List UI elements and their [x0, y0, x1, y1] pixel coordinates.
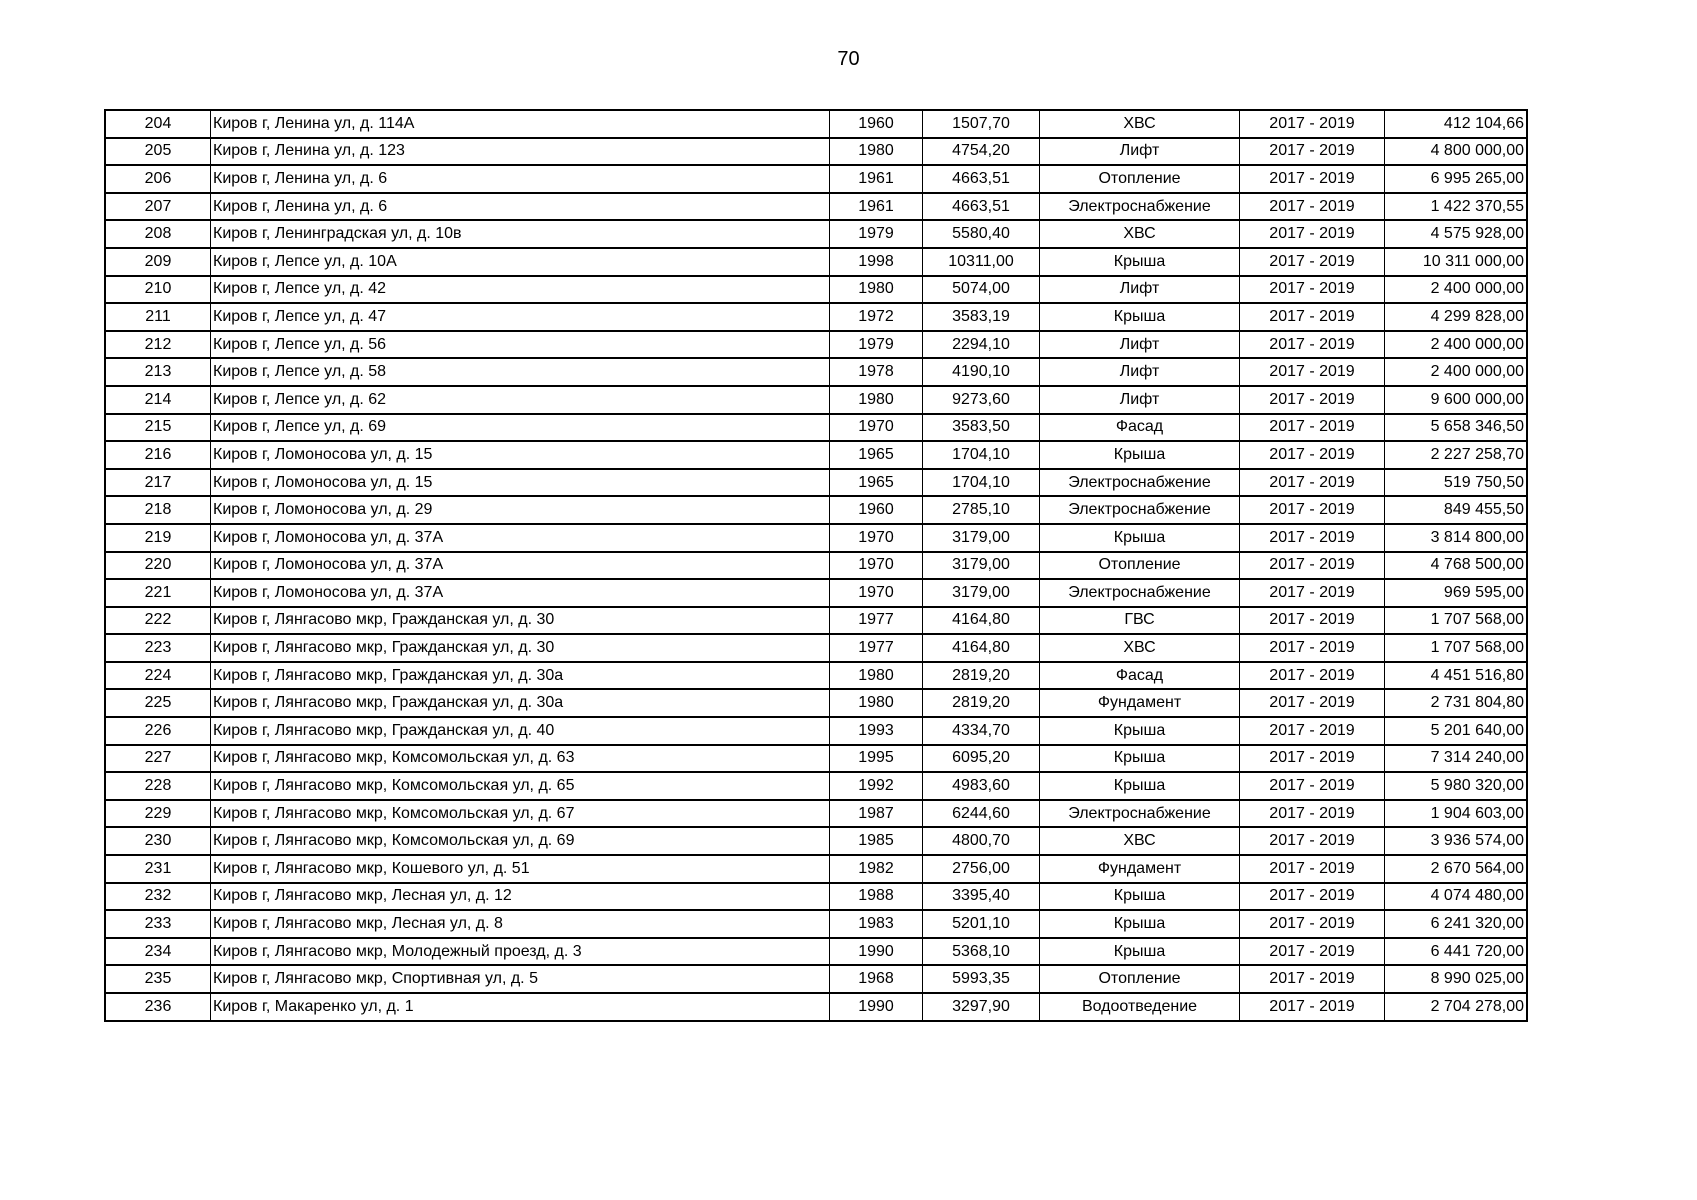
table-row	[105, 855, 1527, 883]
row-number-cell: 217	[105, 469, 211, 497]
period-cell: 2017 - 2019	[1240, 276, 1385, 304]
address-cell: Киров г, Ломоносова ул, д. 15	[211, 469, 830, 497]
address-cell: Киров г, Лянгасово мкр, Гражданская ул, д. 30а	[211, 662, 830, 690]
address-cell: Киров г, Лянгасово мкр, Комсомольская ул, д. 67	[211, 800, 830, 828]
period-cell: 2017 - 2019	[1240, 800, 1385, 828]
table-row	[105, 910, 1527, 938]
year-built-cell: 1970	[830, 414, 923, 442]
year-built-cell: 1980	[830, 689, 923, 717]
work-type-cell: Крыша	[1040, 910, 1240, 938]
work-type-cell: Крыша	[1040, 745, 1240, 773]
address-cell: Киров г, Лепсе ул, д. 58	[211, 358, 830, 386]
period-cell: 2017 - 2019	[1240, 193, 1385, 221]
table-row	[105, 965, 1527, 993]
row-number-cell: 210	[105, 276, 211, 304]
period-cell: 2017 - 2019	[1240, 441, 1385, 469]
work-type-cell: Крыша	[1040, 248, 1240, 276]
row-number-cell: 220	[105, 552, 211, 580]
work-type-cell: Крыша	[1040, 772, 1240, 800]
row-number-cell: 232	[105, 883, 211, 911]
work-type-cell: Отопление	[1040, 965, 1240, 993]
row-number-cell: 229	[105, 800, 211, 828]
row-number-cell: 227	[105, 745, 211, 773]
year-built-cell: 1979	[830, 220, 923, 248]
area-cell: 6244,60	[923, 800, 1040, 828]
address-cell: Киров г, Лянгасово мкр, Кошевого ул, д. 51	[211, 855, 830, 883]
area-cell: 6095,20	[923, 745, 1040, 773]
table-row	[105, 634, 1527, 662]
table-row	[105, 552, 1527, 580]
area-cell: 4164,80	[923, 634, 1040, 662]
work-type-cell: Фасад	[1040, 414, 1240, 442]
work-type-cell: Лифт	[1040, 386, 1240, 414]
row-number-cell: 228	[105, 772, 211, 800]
cost-cell: 412 104,66	[1385, 110, 1528, 138]
row-number-cell: 235	[105, 965, 211, 993]
table-row	[105, 358, 1527, 386]
table-row	[105, 110, 1527, 138]
row-number-cell: 225	[105, 689, 211, 717]
address-cell: Киров г, Ломоносова ул, д. 37А	[211, 552, 830, 580]
cost-cell: 2 670 564,00	[1385, 855, 1528, 883]
area-cell: 5074,00	[923, 276, 1040, 304]
year-built-cell: 1980	[830, 662, 923, 690]
page-number: 70	[837, 48, 860, 70]
row-number-cell: 236	[105, 993, 211, 1021]
period-cell: 2017 - 2019	[1240, 855, 1385, 883]
address-cell: Киров г, Ломоносова ул, д. 37А	[211, 524, 830, 552]
year-built-cell: 1980	[830, 138, 923, 166]
area-cell: 4800,70	[923, 827, 1040, 855]
work-type-cell: Фасад	[1040, 662, 1240, 690]
work-type-cell: Отопление	[1040, 165, 1240, 193]
period-cell: 2017 - 2019	[1240, 745, 1385, 773]
cost-cell: 5 980 320,00	[1385, 772, 1528, 800]
row-number-cell: 223	[105, 634, 211, 662]
cost-cell: 3 814 800,00	[1385, 524, 1528, 552]
address-cell: Киров г, Лепсе ул, д. 42	[211, 276, 830, 304]
table-row	[105, 220, 1527, 248]
table-row	[105, 745, 1527, 773]
table-row	[105, 800, 1527, 828]
area-cell: 5368,10	[923, 938, 1040, 966]
year-built-cell: 1965	[830, 441, 923, 469]
address-cell: Киров г, Ленина ул, д. 6	[211, 165, 830, 193]
row-number-cell: 214	[105, 386, 211, 414]
work-type-cell: ХВС	[1040, 827, 1240, 855]
work-type-cell: Электроснабжение	[1040, 496, 1240, 524]
period-cell: 2017 - 2019	[1240, 662, 1385, 690]
area-cell: 3395,40	[923, 883, 1040, 911]
address-cell: Киров г, Ленина ул, д. 114А	[211, 110, 830, 138]
address-cell: Киров г, Лянгасово мкр, Лесная ул, д. 8	[211, 910, 830, 938]
year-built-cell: 1988	[830, 883, 923, 911]
period-cell: 2017 - 2019	[1240, 303, 1385, 331]
row-number-cell: 224	[105, 662, 211, 690]
row-number-cell: 230	[105, 827, 211, 855]
table-row	[105, 248, 1527, 276]
cost-cell: 1 904 603,00	[1385, 800, 1528, 828]
row-number-cell: 218	[105, 496, 211, 524]
cost-cell: 10 311 000,00	[1385, 248, 1528, 276]
table-row	[105, 662, 1527, 690]
year-built-cell: 1998	[830, 248, 923, 276]
address-cell: Киров г, Лянгасово мкр, Гражданская ул, д. 30	[211, 634, 830, 662]
area-cell: 4754,20	[923, 138, 1040, 166]
cost-cell: 2 731 804,80	[1385, 689, 1528, 717]
row-number-cell: 209	[105, 248, 211, 276]
row-number-cell: 216	[105, 441, 211, 469]
period-cell: 2017 - 2019	[1240, 165, 1385, 193]
table-row	[105, 138, 1527, 166]
address-cell: Киров г, Лянгасово мкр, Комсомольская ул, д. 69	[211, 827, 830, 855]
row-number-cell: 204	[105, 110, 211, 138]
year-built-cell: 1970	[830, 524, 923, 552]
address-cell: Киров г, Ленина ул, д. 6	[211, 193, 830, 221]
row-number-cell: 233	[105, 910, 211, 938]
cost-cell: 4 768 500,00	[1385, 552, 1528, 580]
area-cell: 1704,10	[923, 469, 1040, 497]
row-number-cell: 212	[105, 331, 211, 359]
work-type-cell: ХВС	[1040, 110, 1240, 138]
table-row	[105, 689, 1527, 717]
area-cell: 3297,90	[923, 993, 1040, 1021]
area-cell: 4164,80	[923, 607, 1040, 635]
year-built-cell: 1979	[830, 331, 923, 359]
period-cell: 2017 - 2019	[1240, 138, 1385, 166]
cost-cell: 7 314 240,00	[1385, 745, 1528, 773]
year-built-cell: 1968	[830, 965, 923, 993]
year-built-cell: 1961	[830, 165, 923, 193]
work-type-cell: Лифт	[1040, 358, 1240, 386]
area-cell: 1507,70	[923, 110, 1040, 138]
row-number-cell: 205	[105, 138, 211, 166]
period-cell: 2017 - 2019	[1240, 331, 1385, 359]
period-cell: 2017 - 2019	[1240, 524, 1385, 552]
table-row	[105, 717, 1527, 745]
address-cell: Киров г, Лянгасово мкр, Комсомольская ул, д. 63	[211, 745, 830, 773]
row-number-cell: 208	[105, 220, 211, 248]
work-type-cell: Крыша	[1040, 441, 1240, 469]
work-type-cell: Крыша	[1040, 303, 1240, 331]
address-cell: Киров г, Лянгасово мкр, Молодежный проезд, д. 3	[211, 938, 830, 966]
table-row	[105, 579, 1527, 607]
year-built-cell: 1980	[830, 276, 923, 304]
work-type-cell: Лифт	[1040, 138, 1240, 166]
cost-cell: 849 455,50	[1385, 496, 1528, 524]
row-number-cell: 221	[105, 579, 211, 607]
year-built-cell: 1961	[830, 193, 923, 221]
table-row	[105, 441, 1527, 469]
area-cell: 5580,40	[923, 220, 1040, 248]
cost-cell: 3 936 574,00	[1385, 827, 1528, 855]
period-cell: 2017 - 2019	[1240, 938, 1385, 966]
address-cell: Киров г, Ленинградская ул, д. 10в	[211, 220, 830, 248]
address-cell: Киров г, Ломоносова ул, д. 29	[211, 496, 830, 524]
area-cell: 1704,10	[923, 441, 1040, 469]
period-cell: 2017 - 2019	[1240, 496, 1385, 524]
work-type-cell: Крыша	[1040, 717, 1240, 745]
cost-cell: 1 707 568,00	[1385, 607, 1528, 635]
cost-cell: 6 995 265,00	[1385, 165, 1528, 193]
year-built-cell: 1992	[830, 772, 923, 800]
period-cell: 2017 - 2019	[1240, 552, 1385, 580]
period-cell: 2017 - 2019	[1240, 634, 1385, 662]
area-cell: 3179,00	[923, 552, 1040, 580]
area-cell: 2294,10	[923, 331, 1040, 359]
cost-cell: 9 600 000,00	[1385, 386, 1528, 414]
address-cell: Киров г, Лянгасово мкр, Лесная ул, д. 12	[211, 883, 830, 911]
address-cell: Киров г, Ломоносова ул, д. 15	[211, 441, 830, 469]
table-row	[105, 883, 1527, 911]
row-number-cell: 231	[105, 855, 211, 883]
cost-cell: 2 227 258,70	[1385, 441, 1528, 469]
address-cell: Киров г, Лепсе ул, д. 47	[211, 303, 830, 331]
period-cell: 2017 - 2019	[1240, 414, 1385, 442]
table-row	[105, 303, 1527, 331]
address-cell: Киров г, Лянгасово мкр, Гражданская ул, д. 30	[211, 607, 830, 635]
row-number-cell: 215	[105, 414, 211, 442]
work-type-cell: ГВС	[1040, 607, 1240, 635]
period-cell: 2017 - 2019	[1240, 827, 1385, 855]
year-built-cell: 1978	[830, 358, 923, 386]
area-cell: 3179,00	[923, 524, 1040, 552]
table-row	[105, 193, 1527, 221]
address-cell: Киров г, Макаренко ул, д. 1	[211, 993, 830, 1021]
table-body	[105, 110, 1527, 1021]
area-cell: 5993,35	[923, 965, 1040, 993]
cost-cell: 4 575 928,00	[1385, 220, 1528, 248]
cost-cell: 2 400 000,00	[1385, 331, 1528, 359]
work-type-cell: Фундамент	[1040, 855, 1240, 883]
address-cell: Киров г, Лянгасово мкр, Спортивная ул, д. 5	[211, 965, 830, 993]
table-row	[105, 414, 1527, 442]
address-cell: Киров г, Лепсе ул, д. 62	[211, 386, 830, 414]
cost-cell: 2 400 000,00	[1385, 276, 1528, 304]
address-cell: Киров г, Лянгасово мкр, Гражданская ул, д. 40	[211, 717, 830, 745]
cost-cell: 2 704 278,00	[1385, 993, 1528, 1021]
table-row	[105, 938, 1527, 966]
year-built-cell: 1995	[830, 745, 923, 773]
table-row	[105, 276, 1527, 304]
area-cell: 5201,10	[923, 910, 1040, 938]
cost-cell: 8 990 025,00	[1385, 965, 1528, 993]
year-built-cell: 1983	[830, 910, 923, 938]
period-cell: 2017 - 2019	[1240, 386, 1385, 414]
area-cell: 3179,00	[923, 579, 1040, 607]
area-cell: 10311,00	[923, 248, 1040, 276]
work-type-cell: Лифт	[1040, 276, 1240, 304]
cost-cell: 969 595,00	[1385, 579, 1528, 607]
cost-cell: 2 400 000,00	[1385, 358, 1528, 386]
cost-cell: 519 750,50	[1385, 469, 1528, 497]
area-cell: 3583,50	[923, 414, 1040, 442]
period-cell: 2017 - 2019	[1240, 248, 1385, 276]
area-cell: 3583,19	[923, 303, 1040, 331]
year-built-cell: 1972	[830, 303, 923, 331]
repair-register-table	[104, 109, 1528, 1022]
address-cell: Киров г, Ленина ул, д. 123	[211, 138, 830, 166]
row-number-cell: 226	[105, 717, 211, 745]
work-type-cell: Фундамент	[1040, 689, 1240, 717]
year-built-cell: 1987	[830, 800, 923, 828]
work-type-cell: ХВС	[1040, 634, 1240, 662]
area-cell: 4983,60	[923, 772, 1040, 800]
table-row	[105, 496, 1527, 524]
year-built-cell: 1982	[830, 855, 923, 883]
work-type-cell: Отопление	[1040, 552, 1240, 580]
address-cell: Киров г, Ломоносова ул, д. 37А	[211, 579, 830, 607]
year-built-cell: 1977	[830, 607, 923, 635]
address-cell: Киров г, Лепсе ул, д. 56	[211, 331, 830, 359]
work-type-cell: Электроснабжение	[1040, 800, 1240, 828]
work-type-cell: Крыша	[1040, 524, 1240, 552]
area-cell: 2785,10	[923, 496, 1040, 524]
period-cell: 2017 - 2019	[1240, 910, 1385, 938]
period-cell: 2017 - 2019	[1240, 469, 1385, 497]
table-row	[105, 607, 1527, 635]
cost-cell: 1 707 568,00	[1385, 634, 1528, 662]
year-built-cell: 1960	[830, 496, 923, 524]
area-cell: 9273,60	[923, 386, 1040, 414]
period-cell: 2017 - 2019	[1240, 689, 1385, 717]
cost-cell: 6 241 320,00	[1385, 910, 1528, 938]
row-number-cell: 206	[105, 165, 211, 193]
area-cell: 2819,20	[923, 662, 1040, 690]
area-cell: 2756,00	[923, 855, 1040, 883]
year-built-cell: 1990	[830, 938, 923, 966]
period-cell: 2017 - 2019	[1240, 883, 1385, 911]
period-cell: 2017 - 2019	[1240, 607, 1385, 635]
cost-cell: 6 441 720,00	[1385, 938, 1528, 966]
work-type-cell: ХВС	[1040, 220, 1240, 248]
cost-cell: 5 201 640,00	[1385, 717, 1528, 745]
work-type-cell: Электроснабжение	[1040, 469, 1240, 497]
period-cell: 2017 - 2019	[1240, 993, 1385, 1021]
table-row	[105, 524, 1527, 552]
period-cell: 2017 - 2019	[1240, 110, 1385, 138]
address-cell: Киров г, Лепсе ул, д. 10А	[211, 248, 830, 276]
year-built-cell: 1960	[830, 110, 923, 138]
year-built-cell: 1977	[830, 634, 923, 662]
area-cell: 4334,70	[923, 717, 1040, 745]
year-built-cell: 1970	[830, 579, 923, 607]
address-cell: Киров г, Лепсе ул, д. 69	[211, 414, 830, 442]
period-cell: 2017 - 2019	[1240, 717, 1385, 745]
row-number-cell: 211	[105, 303, 211, 331]
cost-cell: 1 422 370,55	[1385, 193, 1528, 221]
work-type-cell: Лифт	[1040, 331, 1240, 359]
cost-cell: 4 800 000,00	[1385, 138, 1528, 166]
table-row	[105, 331, 1527, 359]
year-built-cell: 1970	[830, 552, 923, 580]
table-row	[105, 827, 1527, 855]
year-built-cell: 1990	[830, 993, 923, 1021]
row-number-cell: 213	[105, 358, 211, 386]
table-row	[105, 386, 1527, 414]
year-built-cell: 1980	[830, 386, 923, 414]
table-row	[105, 469, 1527, 497]
period-cell: 2017 - 2019	[1240, 220, 1385, 248]
period-cell: 2017 - 2019	[1240, 772, 1385, 800]
period-cell: 2017 - 2019	[1240, 579, 1385, 607]
period-cell: 2017 - 2019	[1240, 965, 1385, 993]
cost-cell: 4 299 828,00	[1385, 303, 1528, 331]
year-built-cell: 1993	[830, 717, 923, 745]
address-cell: Киров г, Лянгасово мкр, Комсомольская ул, д. 65	[211, 772, 830, 800]
year-built-cell: 1985	[830, 827, 923, 855]
cost-cell: 4 074 480,00	[1385, 883, 1528, 911]
work-type-cell: Водоотведение	[1040, 993, 1240, 1021]
table-row	[105, 993, 1527, 1021]
year-built-cell: 1965	[830, 469, 923, 497]
work-type-cell: Крыша	[1040, 938, 1240, 966]
table-row	[105, 165, 1527, 193]
area-cell: 4190,10	[923, 358, 1040, 386]
area-cell: 2819,20	[923, 689, 1040, 717]
row-number-cell: 219	[105, 524, 211, 552]
area-cell: 4663,51	[923, 165, 1040, 193]
row-number-cell: 234	[105, 938, 211, 966]
table-row	[105, 772, 1527, 800]
row-number-cell: 222	[105, 607, 211, 635]
cost-cell: 4 451 516,80	[1385, 662, 1528, 690]
work-type-cell: Электроснабжение	[1040, 579, 1240, 607]
cost-cell: 5 658 346,50	[1385, 414, 1528, 442]
work-type-cell: Крыша	[1040, 883, 1240, 911]
row-number-cell: 207	[105, 193, 211, 221]
area-cell: 4663,51	[923, 193, 1040, 221]
period-cell: 2017 - 2019	[1240, 358, 1385, 386]
address-cell: Киров г, Лянгасово мкр, Гражданская ул, д. 30а	[211, 689, 830, 717]
work-type-cell: Электроснабжение	[1040, 193, 1240, 221]
